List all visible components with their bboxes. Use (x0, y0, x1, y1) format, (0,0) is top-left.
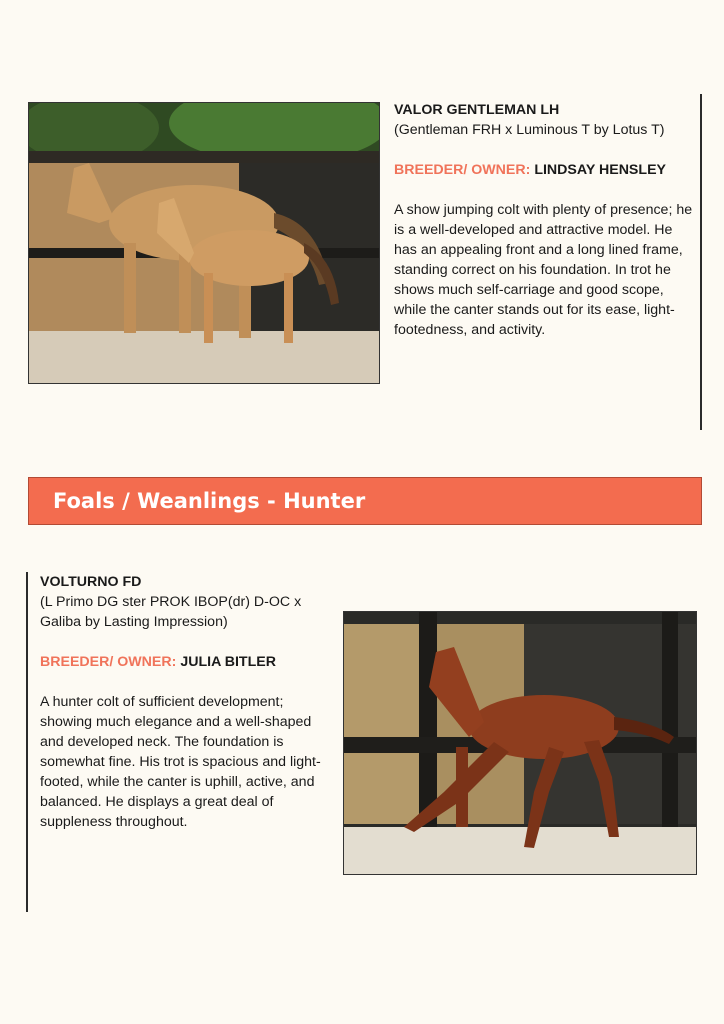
horse-photo-volturno (343, 611, 697, 875)
pedigree: (Gentleman FRH x Luminous T by Lotus T) (394, 122, 665, 138)
section-banner (28, 477, 702, 525)
breeder-line (40, 652, 330, 672)
horse-description: A hunter colt of sufficient development; showing much elegance and a well-shaped and developed neck. The foundation is somewhat fine. His trot is spacious and light-footed, while the canter is uphill, active, and balanced. He displays a great deal of suppleness throughout. (40, 694, 321, 830)
breeder-name: JULIA BITLER (180, 654, 276, 670)
horse-description: A show jumping colt with plenty of presence; he is a well-developed and attractive model. He has an appealing front and a long lined frame, standing correct on his foundation. In trot he shows much self-carriage and good scope, while the canter stands out for its ease, light-footedness, and activity. (394, 202, 693, 338)
entry-volturno (40, 572, 330, 832)
mare-foal-image (29, 103, 379, 383)
breeder-label: BREEDER/ OWNER: (40, 654, 177, 670)
breeder-label: BREEDER/ OWNER: (394, 162, 531, 178)
horse-name: VALOR GENTLEMAN LH (394, 102, 560, 118)
horse-photo-valor (28, 102, 380, 384)
section-title: Foals / Weanlings - Hunter (53, 489, 366, 513)
pedigree: (L Primo DG ster PROK IBOP(dr) D-OC x Galiba by Lasting Impression) (40, 594, 302, 630)
entry-valor (394, 100, 694, 340)
horse-name: VOLTURNO FD (40, 574, 142, 590)
breeder-name: LINDSAY HENSLEY (534, 162, 666, 178)
breeder-line (394, 160, 694, 180)
divider-line-right (700, 94, 702, 430)
divider-line-left (26, 572, 28, 912)
colt-image (344, 612, 696, 874)
